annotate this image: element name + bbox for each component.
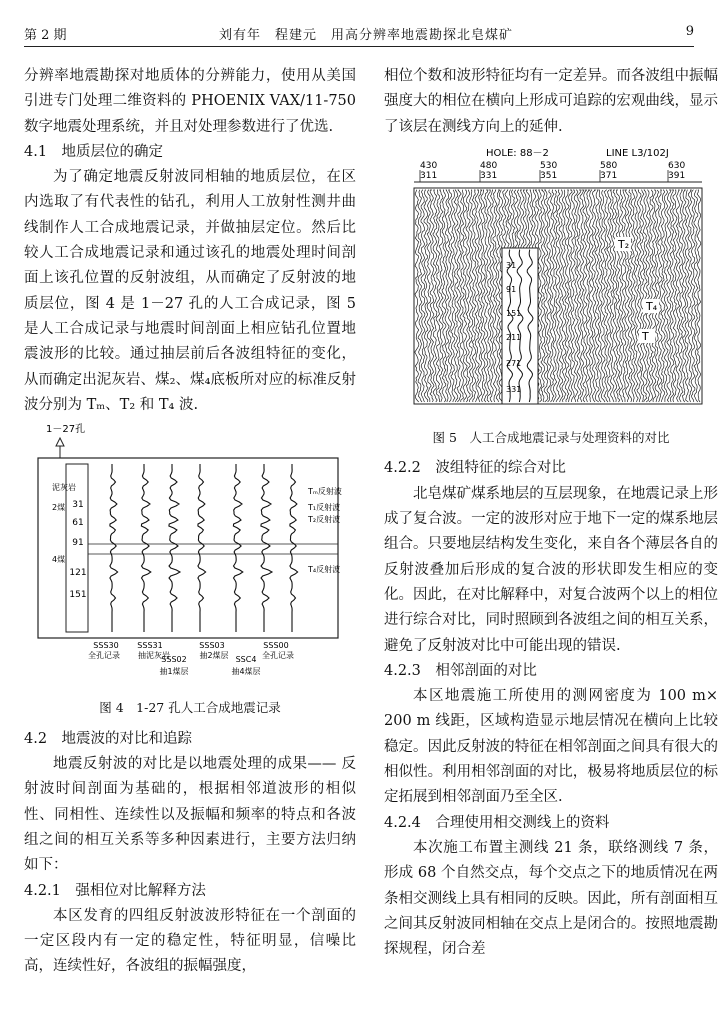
running-header: [24, 20, 694, 42]
section-heading-4-2-1: 4.2.1 强相位对比解释方法: [24, 882, 206, 899]
figure-5: [384, 144, 718, 423]
synthetic-traces: [110, 464, 298, 632]
cdp-tick: 630: [668, 160, 686, 171]
section-heading-4-2-2: 4.2.2 波组特征的综合对比: [384, 460, 566, 477]
depth-ticks: [69, 500, 86, 600]
synthetic-trace: [233, 464, 242, 632]
trace-description: 全孔记录: [262, 651, 294, 661]
running-title: 刘有年 程建元 用高分辨率地震勘探北皂煤矿: [219, 28, 514, 43]
trace-description: 抽4煤层: [231, 667, 261, 677]
trace-code: SSS03: [199, 641, 225, 651]
paragraph: 本区发育的四组反射波波形特征在一个剖面的一定区段内有一定的稳定性，特征明显，信噪比高，连续性好，各波组的振幅强度，: [24, 907, 356, 975]
cdp-tick: 480: [480, 160, 498, 171]
page-number: 9: [685, 24, 694, 39]
paragraph: 分辨率地震勘探对地质体的分辨能力，使用从美国引进专门处理二维资料的 PHOENIX VAX/11-750 数字地震处理系统，并且对处理参数进行了优选.: [24, 68, 356, 135]
time-mark: 331: [506, 384, 522, 394]
right-column: [384, 64, 718, 962]
reflection-label: Tₘ反射波: [308, 487, 342, 497]
hole-label: 1－27孔: [46, 424, 86, 436]
reflection-label: T₂反射波: [308, 515, 341, 525]
synthetic-trace: [110, 464, 118, 632]
synthetic-seismogram-figure: [24, 422, 344, 684]
reflection-label: T₄反射波: [308, 565, 341, 575]
trace-description: 抽1煤层: [159, 667, 189, 677]
time-mark: 211: [506, 332, 522, 342]
paragraph: 本次施工布置主测线 21 条，联络测线 7 条，形成 68 个自然交点，每个交点之下的地质情况在两条相交测线上具有相同的反映。因此，所有剖面相互之间其反射波同相轴在交点上是闭合的。按照地震勘探规程，闭合差: [384, 839, 718, 958]
trace-code: SSS00: [263, 641, 289, 651]
time-mark: 31: [506, 260, 517, 270]
depth-tick: 91: [72, 538, 84, 549]
section-heading-4-1: 4.1 地质层位的确定: [24, 143, 164, 160]
depth-tick: 121: [69, 568, 87, 579]
header-rule: [24, 46, 694, 47]
lithology-label: 4煤: [52, 555, 66, 565]
trace-code: SSS31: [137, 641, 163, 651]
paragraph: 地震反射波的对比是以地震处理的成果—— 反射波时间剖面为基础的，根据相邻道波形的相似性、同相性、连续性以及振幅和频率的特点和各波组之间的相互关系等多种因素进行，主要方法归纳如下：: [24, 756, 356, 874]
left-column: [24, 64, 356, 980]
paragraph: 相位个数和波形特征均有一定差异。而各波组中振幅强度大的相位在横向上形成可追踪的宏观曲线，显示了该层在测线方向上的延伸.: [384, 68, 718, 135]
synthetic-trace: [198, 464, 206, 632]
synthetic-trace: [141, 464, 150, 632]
cdp-tick: 311: [420, 170, 438, 181]
synthetic-trace: [290, 464, 298, 632]
horizon-label: T: [642, 329, 649, 343]
depth-tick: 61: [72, 518, 84, 529]
paragraph: 北皂煤矿煤系地层的互层现象，在地震记录上形成了复合波。一定的波形对应于地下一定的煤系地层组合。只要地层结构发生变化，来自各个薄层各自的反射波叠加后形成的复合波的形状即发生相应的变化。因此，在对比解释中，对复合波两个以上的相位进行综合对比，同时照顾到各波组之间的相互关系，避免了反射波对比中可能出现的错误.: [384, 485, 718, 654]
lithology-label: 2煤: [52, 503, 66, 513]
paragraph: 为了确定地震反射波同相轴的地质层位，在区内选取了有代表性的钻孔，利用人工放射性测井曲线制作人工合成地震记录，并做抽层定位。然后比较人工合成地震记录和通过该孔的地震处理时间剖面上该孔位置的反射波组，从而确定了反射波的地质层位，图 4 是 1－27 孔的人工合成记录，图 5 是人工合成记录与地震时间剖面上相应钻孔位置地震波形的比较。通过抽层前后各波组特征的变化，从而确定出泥灰岩、煤₂、煤₄底板所对应的标准反射波分别为 Tₘ、T₂ 和 T₄ 波.: [24, 169, 356, 413]
depth-tick: 31: [72, 500, 84, 511]
section-heading-4-2-3: 4.2.3 相邻剖面的对比: [384, 662, 537, 679]
horizon-label: T₂: [618, 237, 630, 251]
figure-4: [24, 422, 356, 693]
trace-description: 抽泥灰岩: [138, 651, 170, 661]
trace-code: SSC4: [235, 655, 257, 665]
issue-number: 第 2 期: [24, 28, 67, 43]
cdp-tick: 391: [668, 170, 686, 181]
time-mark: 91: [506, 284, 517, 294]
figure-4-caption: 图 4 1-27 孔人工合成地震记录: [99, 700, 281, 716]
seismic-section-figure: [384, 144, 704, 414]
cdp-tick: 580: [600, 160, 618, 171]
time-mark: 151: [506, 308, 522, 318]
depth-tick: 151: [69, 590, 87, 601]
reflection-label: T₁反射波: [308, 503, 341, 513]
synthetic-trace: [261, 464, 272, 632]
trace-code: SSS30: [93, 641, 119, 651]
hole-id: HOLE: 88－2: [486, 147, 549, 159]
figure-5-caption: 图 5 人工合成地震记录与处理资料的对比: [432, 430, 670, 446]
cdp-tick: 351: [540, 170, 558, 181]
line-id: LINE L3/102J: [606, 147, 669, 159]
cdp-tick: 371: [600, 170, 618, 181]
trace-captions: [88, 641, 294, 676]
trace-description: 全孔记录: [88, 651, 120, 661]
section-heading-4-2: 4.2 地震波的对比和追踪: [24, 730, 193, 747]
section-heading-4-2-4: 4.2.4 合理使用相交测线上的资料: [384, 814, 610, 831]
hole-marker-icon: [56, 438, 64, 446]
cdp-tick: 331: [480, 170, 498, 181]
trace-description: 抽2煤层: [199, 651, 229, 661]
reflection-labels: [307, 486, 342, 574]
synthetic-trace: [169, 464, 180, 632]
cdp-ticks: [420, 161, 685, 182]
trace-code: SSS02: [161, 655, 187, 665]
lithology-label: 泥灰岩: [52, 483, 76, 493]
cdp-tick: 430: [420, 160, 438, 171]
time-mark: 271: [506, 358, 522, 368]
paragraph: 本区地震施工所使用的测网密度为 100 m× 200 m 线距，区域构造显示地层情况在横向上比较稳定。因此反射波的特征在相邻剖面之间具有很大的相似性。利用相邻剖面的对比，极易将地质层位的标定拓展到相邻剖面乃至全区.: [384, 688, 718, 806]
cdp-tick: 530: [540, 160, 558, 171]
horizon-label: T₄: [646, 299, 658, 313]
